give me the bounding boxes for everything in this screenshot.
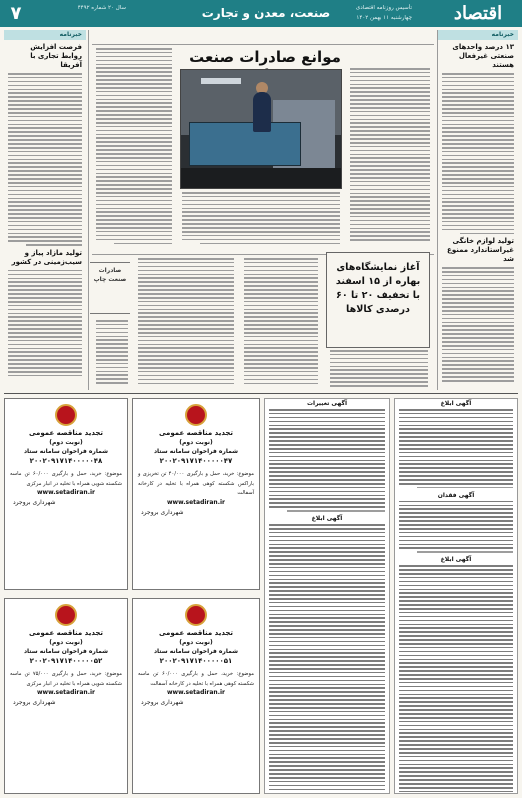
fair-headline-box xyxy=(326,252,430,348)
column-rule xyxy=(437,30,438,390)
masthead xyxy=(0,0,522,27)
masthead-date: چهارشنبه ۱۱ بهمن ۱۴۰۲ xyxy=(356,15,412,21)
fair-body-2 xyxy=(240,258,322,390)
main-body-bottom xyxy=(178,192,344,252)
tender-ad: تجدید مناقصه عمومی (نوبت دوم) شماره فراخوان سامانه ستاد ۲۰۰۲۰۹۱۷۱۴۰۰۰۰۰۵۲ موضوع: خرید، حمل و بارگیری ۷۵/۰۰۰ تن ماسه شکسته شویی همراه با تخلیه در انبار مرکزی www.setadiran.ir شهرداری بروجرد xyxy=(4,598,128,794)
emblem-icon xyxy=(185,604,207,626)
main-headline: موانع صادرات صنعت xyxy=(189,48,341,66)
main-body-left xyxy=(92,48,176,254)
emblem-icon xyxy=(185,404,207,426)
left-second-title: تولید مازاد پیاز و سیب‌زمینی در کشور xyxy=(11,248,82,266)
right-kicker: خبرنامه xyxy=(438,30,518,40)
fair-body-3 xyxy=(134,258,238,390)
tender-ad: تجدید مناقصه عمومی (نوبت دوم) شماره فراخوان سامانه ستاد ۲۰۰۲۰۹۱۷۱۴۰۰۰۰۰۴۸ موضوع: خرید، حمل و بارگیری ۶۰/۰۰۰ تن ماسه شکسته شویی همراه با تخلیه در انبار مرکزی www.setadiran.ir شهرداری بروجرد xyxy=(4,398,128,590)
printing-factory-photo xyxy=(180,69,342,189)
pullquote: صادرات صنعت چاپ xyxy=(90,262,130,314)
column-rule xyxy=(88,30,89,390)
emblem-icon xyxy=(55,604,77,626)
masthead-info: تأسیس روزنامه اقتصادی xyxy=(355,5,412,11)
newspaper-logo: اقتصاد xyxy=(453,3,503,24)
notice-column-1: آگهی تغییرات آگهی ابلاغ xyxy=(264,398,390,794)
page-number: ۷ xyxy=(10,3,22,24)
left-box-title: فرصت افزایش روابط تجاری با آفریقا xyxy=(30,43,82,69)
left-column xyxy=(4,30,86,390)
right-second-title: تولید لوازم خانگی غیراستاندارد ممنوع شد xyxy=(447,237,514,264)
tender-ad: تجدید مناقصه عمومی (نوبت دوم) شماره فراخوان سامانه ستاد ۲۰۰۲۰۹۱۷۱۴۰۰۰۰۰۵۱ موضوع: خرید، حمل و بارگیری ۶۰/۰۰۰ تن ماسه شکسته کوهی همراه با تخلیه در کارخانه آسفالت www.setadiran.ir شهرداری بروجرد xyxy=(132,598,260,794)
right-column xyxy=(438,30,518,390)
fair-body xyxy=(326,350,432,390)
notice-column-2: آگهی ابلاغ آگهی فقدان آگهی ابلاغ xyxy=(394,398,518,794)
main-body-right xyxy=(346,68,434,250)
left-body-text xyxy=(4,73,86,246)
right-box-title: ۱۳ درصد واحدهای صنعتی غیرفعال هستند xyxy=(452,43,514,69)
left-kicker: خبرنامه xyxy=(4,30,86,40)
section-title: صنعت، معدن و تجارت xyxy=(201,6,331,20)
right-body-text xyxy=(438,73,518,234)
fair-body-4 xyxy=(92,320,132,390)
masthead-issue: سال ۲۰ شماره ۴۴۹۲ xyxy=(77,5,126,11)
emblem-icon xyxy=(55,404,77,426)
tender-ad: تجدید مناقصه عمومی (نوبت دوم) شماره فراخوان سامانه ستاد ۲۰۰۲۰۹۱۷۱۴۰۰۰۰۰۴۷ موضوع: خرید، حمل و بارگیری ۴۰/۰۰۰ تن تخریزی و باراکس شکسته کوهی همراه با تخلیه در کارخانه آسفالت www.setadiran.ir شهرداری بروجرد xyxy=(132,398,260,590)
fair-title: آغاز نمایشگاه‌های بهاره از ۱۵ اسفند با تخفیف ۲۰ تا ۶۰ درصدی کالاها xyxy=(335,262,421,315)
